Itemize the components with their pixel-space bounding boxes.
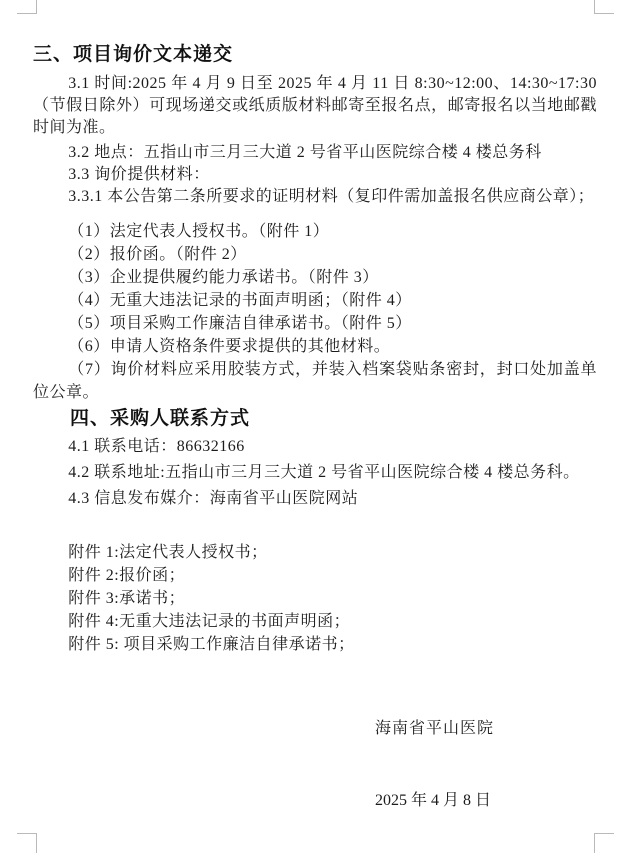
page-margin-mark-top-right [594,0,614,14]
issuer-signature: 海南省平山医院 [375,720,495,737]
contact-address: 4.2 联系地址:五指山市三月三大道 2 号省平山医院综合楼 4 楼总务科。 [68,464,580,481]
section3-heading: 三、项目询价文本递交 [33,44,234,65]
material-item-6: （6）申请人资格条件要求提供的其他材料。 [68,338,391,355]
attachment-1: 附件 1:法定代表人授权书； [68,544,268,561]
material-item-3: （3）企业提供履约能力承诺书。（附件 3） [68,269,379,286]
material-item-2: （2）报价函。（附件 2） [68,246,247,263]
paragraph-3-3-1: 3.3.1 本公告第二条所要求的证明材料（复印件需加盖报名供应商公章）； [68,188,595,205]
attachment-4: 附件 4:无重大违法记录的书面声明函； [68,613,351,630]
page-margin-mark-bottom-left [17,833,37,853]
material-item-1: （1）法定代表人授权书。（附件 1） [68,223,330,240]
contact-phone: 4.1 联系电话：86632166 [68,438,245,455]
material-item-5: （5）项目采购工作廉洁自律承诺书。（附件 5） [68,315,412,332]
attachment-5: 附件 5: 项目采购工作廉洁自律承诺书； [68,636,355,653]
attachment-3: 附件 3:承诺书； [68,590,186,607]
contact-media: 4.3 信息发布媒介：海南省平山医院网站 [68,490,359,507]
section4-heading: 四、采购人联系方式 [70,408,251,429]
paragraph-3-3: 3.3 询价提供材料： [68,166,210,183]
paragraph-3-1: 3.1 时间:2025 年 4 月 9 日至 2025 年 4 月 11 日 8:30~12:00、14:30~17:30（节假日除外）可现场递交或纸质版材料邮寄至报名点，邮寄报名以当地邮戳时间为准。 [33,75,597,136]
document-body [33,44,597,812]
material-list [33,220,597,404]
page-margin-mark-top-left [17,0,37,14]
issue-date: 2025 年 4 月 8 日 [375,792,492,809]
paragraph-3-2: 3.2 地点：五指山市三月三大道 2 号省平山医院综合楼 4 楼总务科 [68,144,542,161]
page-margin-mark-bottom-right [594,833,614,853]
material-item-7: （7）询价材料应采用胶装方式，并装入档案袋贴条密封，封口处加盖单位公章。 [33,361,597,401]
contact-info [33,435,597,510]
attachment-list [33,541,597,656]
material-item-4: （4）无重大违法记录的书面声明函；（附件 4） [68,292,412,309]
attachment-2: 附件 2:报价函； [68,567,186,584]
